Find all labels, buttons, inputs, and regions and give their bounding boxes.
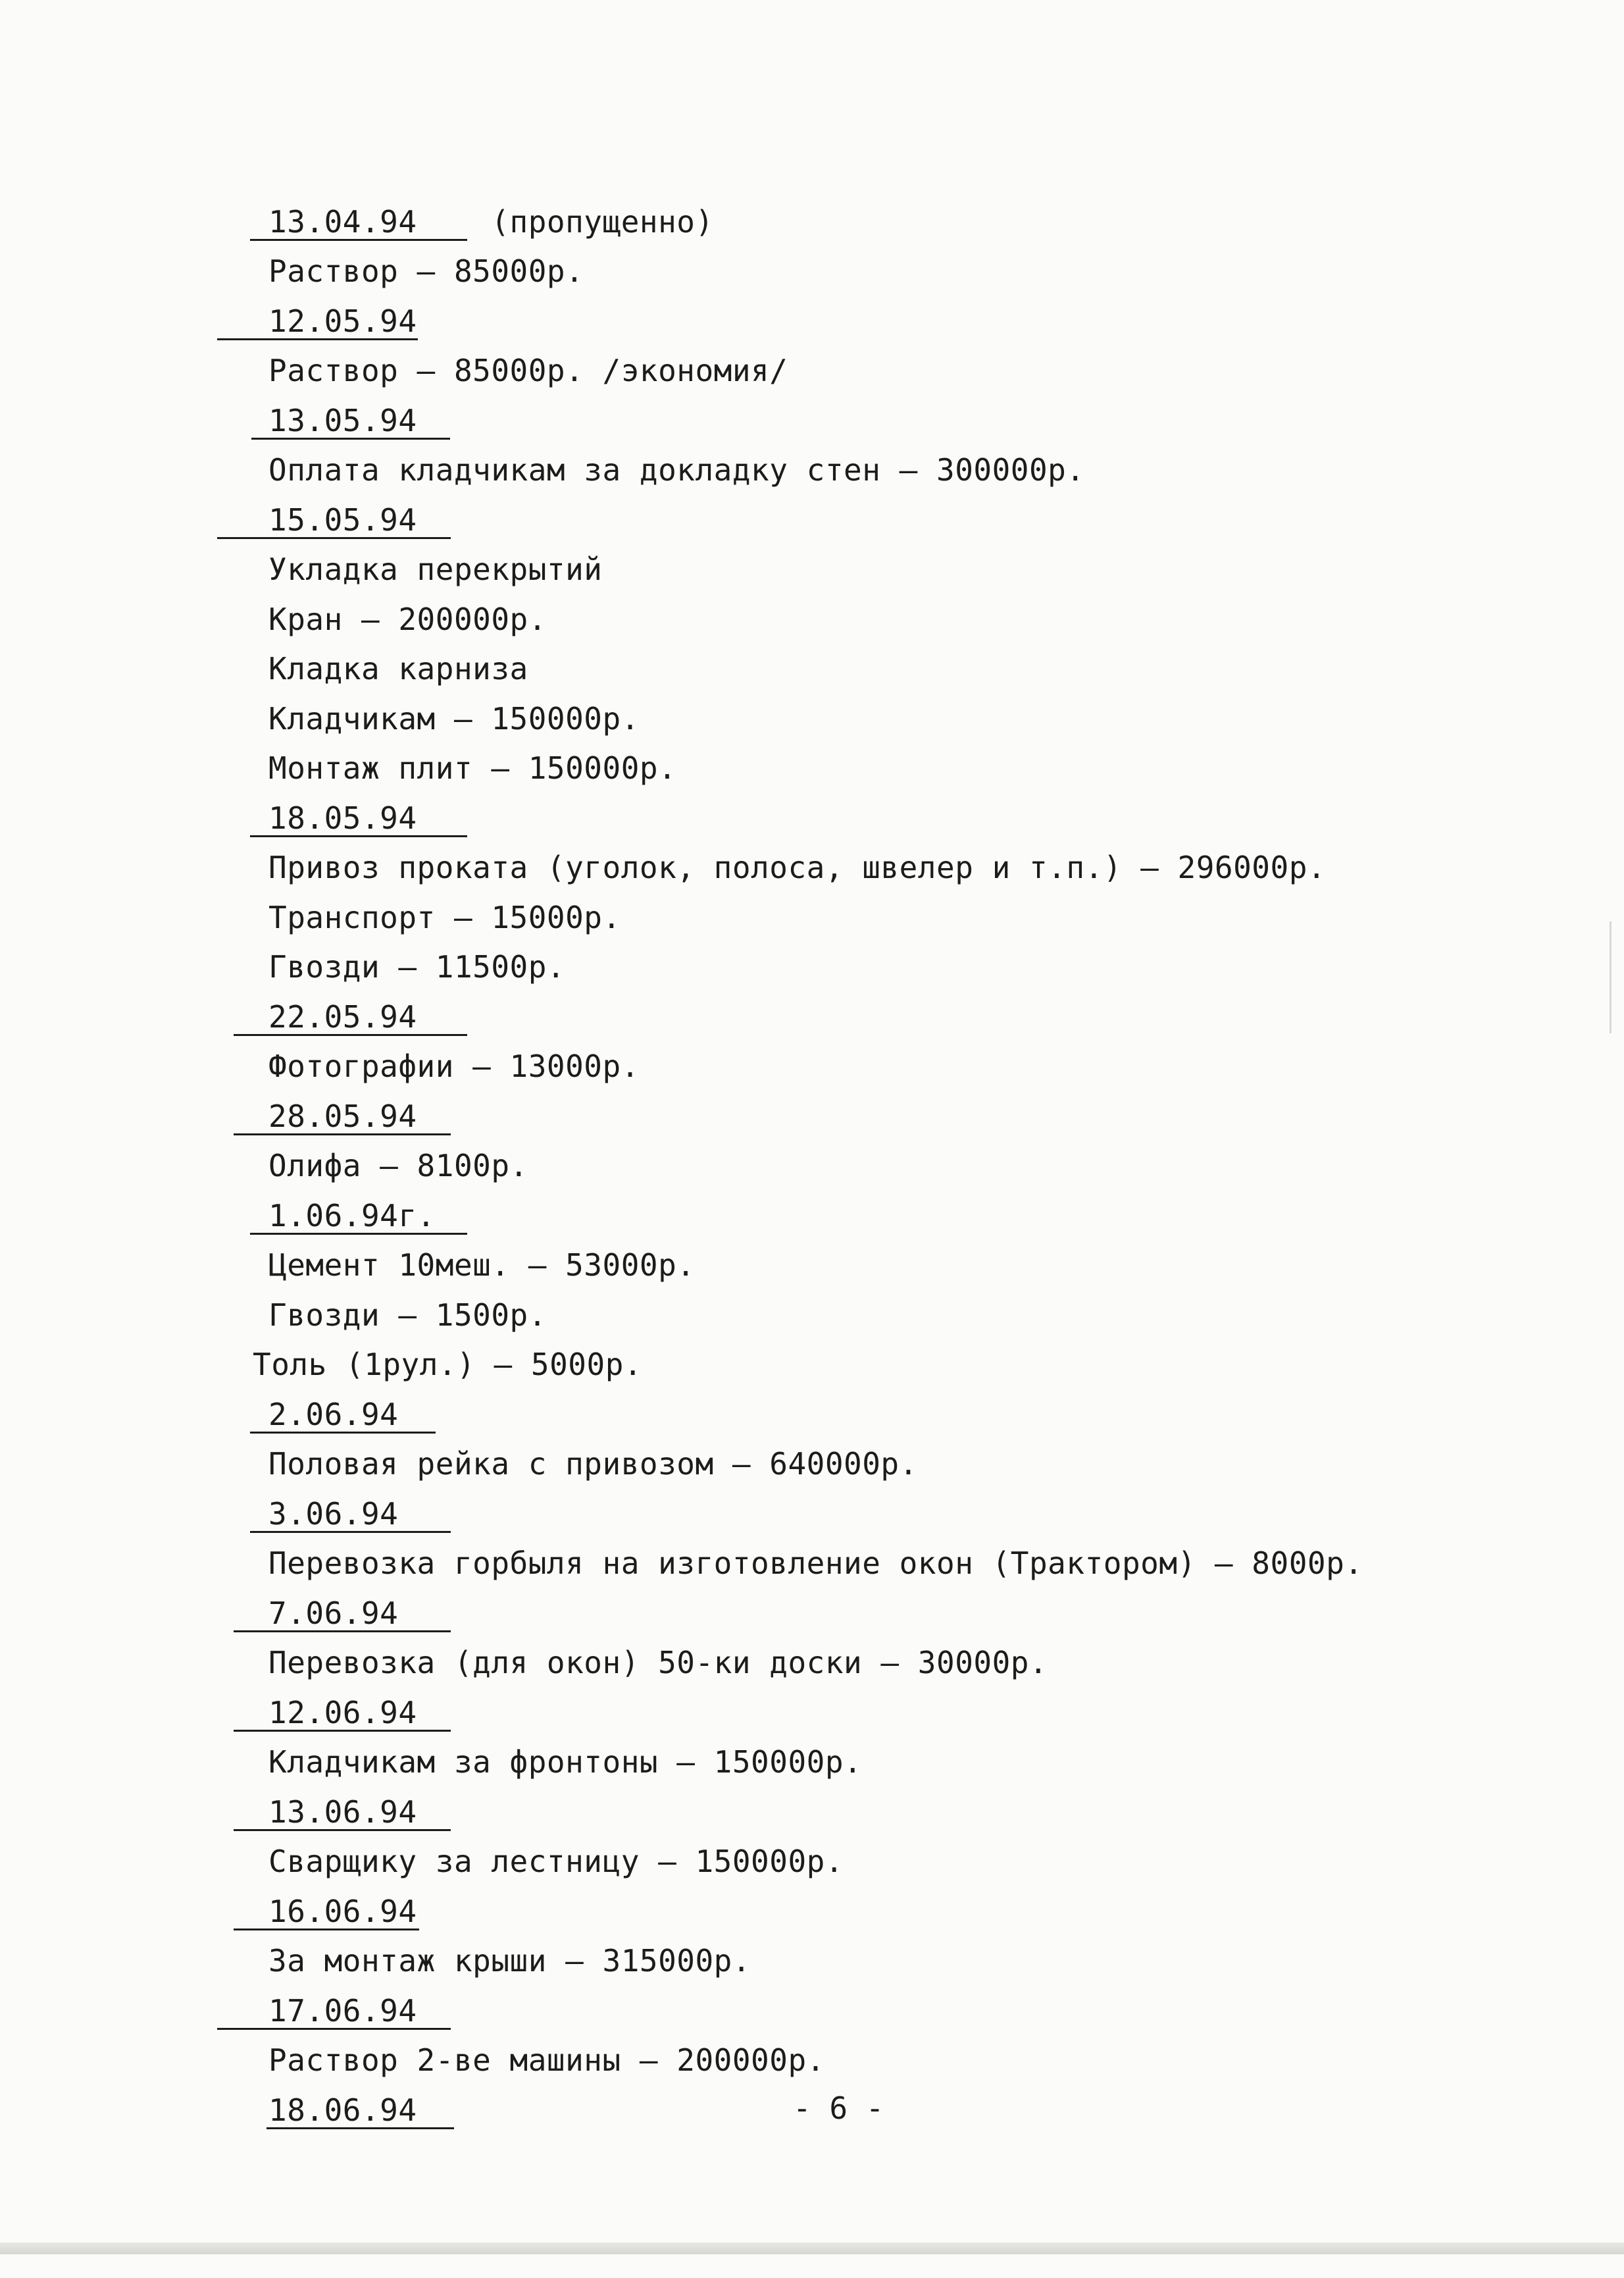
ledger-line xyxy=(0,1235,1624,1285)
date-text: 7.06.94 xyxy=(268,1595,399,1631)
date-text: 15.05.94 xyxy=(268,502,417,538)
page-number: - 6 - xyxy=(793,2090,884,2126)
expense-text: Сварщику за лестницу — 150000р. xyxy=(268,1844,844,1879)
ledger-line xyxy=(0,191,1624,241)
ledger-line xyxy=(0,1434,1624,1484)
ledger-line xyxy=(0,1732,1624,1782)
expense-text: Гвозди — 1500р. xyxy=(268,1297,547,1333)
date-text: 13.05.94 xyxy=(268,402,417,438)
scan-artifact xyxy=(1610,921,1611,1033)
expense-text: Кран — 200000р. xyxy=(268,601,547,637)
ledger-line xyxy=(0,1980,1624,2030)
expense-text: Цемент 10меш. — 53000р. xyxy=(268,1247,696,1283)
ledger-line xyxy=(0,489,1624,539)
ledger-line xyxy=(0,390,1624,440)
ledger-line xyxy=(0,1632,1624,1682)
ledger-line xyxy=(0,638,1624,688)
ledger-line xyxy=(0,837,1624,887)
expense-text: Укладка перекрытий xyxy=(268,552,603,587)
ledger-line xyxy=(0,1483,1624,1533)
ledger-line xyxy=(0,241,1624,291)
ledger-line xyxy=(0,588,1624,638)
ledger-line xyxy=(0,1085,1624,1135)
ledger-line xyxy=(0,1930,1624,1980)
ledger-line xyxy=(0,887,1624,937)
ledger-lines xyxy=(0,191,1624,2129)
ledger-line xyxy=(0,1185,1624,1235)
ledger-line xyxy=(0,1682,1624,1732)
date-text: 12.06.94 xyxy=(268,1694,417,1730)
ledger-line xyxy=(0,1384,1624,1434)
date-text: 3.06.94 xyxy=(268,1495,399,1532)
expense-text: Оплата кладчикам за докладку стен — 300000р. xyxy=(268,452,1085,488)
expense-text: Перевозка (для окон) 50-ки доски — 30000р. xyxy=(268,1645,1048,1680)
ledger-line xyxy=(0,688,1624,738)
expense-text: Монтаж плит — 150000р. xyxy=(268,750,677,786)
expense-text: Гвозди — 11500р. xyxy=(268,949,566,985)
expense-text: Толь (1рул.) — 5000р. xyxy=(253,1347,643,1382)
ledger-line xyxy=(0,1781,1624,1831)
date-text: 2.06.94 xyxy=(268,1396,399,1432)
expense-text: За монтаж крыши — 315000р. xyxy=(268,1943,751,1979)
date-text: 28.05.94 xyxy=(268,1098,417,1134)
expense-text: Фотографии — 13000р. xyxy=(268,1048,640,1084)
ledger-line xyxy=(0,787,1624,837)
ledger-line xyxy=(0,986,1624,1036)
date-text: 22.05.94 xyxy=(268,998,417,1035)
date-text: 13.06.94 xyxy=(268,1794,417,1830)
date-text: 17.06.94 xyxy=(268,1992,417,2029)
expense-text: Кладчикам за фронтоны — 150000р. xyxy=(268,1744,863,1780)
expense-text: Половая рейка с привозом — 640000р. xyxy=(268,1446,918,1482)
ledger-line xyxy=(0,1831,1624,1881)
ledger-line xyxy=(0,1036,1624,1086)
expense-text: Кладчикам — 150000р. xyxy=(268,700,640,737)
expense-text: Олифа — 8100р. xyxy=(268,1148,528,1183)
date-text: 1.06.94г. xyxy=(268,1197,436,1233)
ledger-line xyxy=(0,2030,1624,2080)
expense-text: Кладка карниза xyxy=(268,651,528,686)
ledger-line xyxy=(0,1533,1624,1583)
ledger-line xyxy=(0,738,1624,788)
ledger-line xyxy=(0,440,1624,490)
expense-text: Привоз проката (уголок, полоса, швелер и т.п.) — 296000р. xyxy=(268,850,1327,885)
ledger-line xyxy=(0,340,1624,390)
date-text: 16.06.94 xyxy=(268,1893,417,1929)
date-text: 12.05.94 xyxy=(268,303,417,339)
ledger-line xyxy=(0,937,1624,987)
expense-text: Раствор — 85000р. /экономия/ xyxy=(268,353,788,388)
expense-text: Раствор 2-ве машины — 200000р. xyxy=(268,2042,825,2078)
date-text: 18.05.94 xyxy=(268,800,417,836)
ledger-line xyxy=(0,1284,1624,1334)
scan-edge xyxy=(0,2242,1624,2254)
date-underline xyxy=(266,2127,454,2129)
expense-text: Раствор — 85000р. xyxy=(268,253,584,289)
ledger-line xyxy=(0,1880,1624,1930)
expense-text: Перевозка горбыля на изготовление окон (Трактором) — 8000р. xyxy=(268,1545,1363,1581)
date-text: 13.04.94 (пропущенно) xyxy=(268,203,714,240)
ledger-line xyxy=(0,1334,1624,1384)
ledger-line xyxy=(0,1135,1624,1185)
expense-text: Транспорт — 15000р. xyxy=(268,899,621,935)
ledger-line xyxy=(0,290,1624,340)
date-text: 18.06.94 xyxy=(268,2092,417,2128)
ledger-line xyxy=(0,539,1624,589)
ledger-line xyxy=(0,1582,1624,1632)
